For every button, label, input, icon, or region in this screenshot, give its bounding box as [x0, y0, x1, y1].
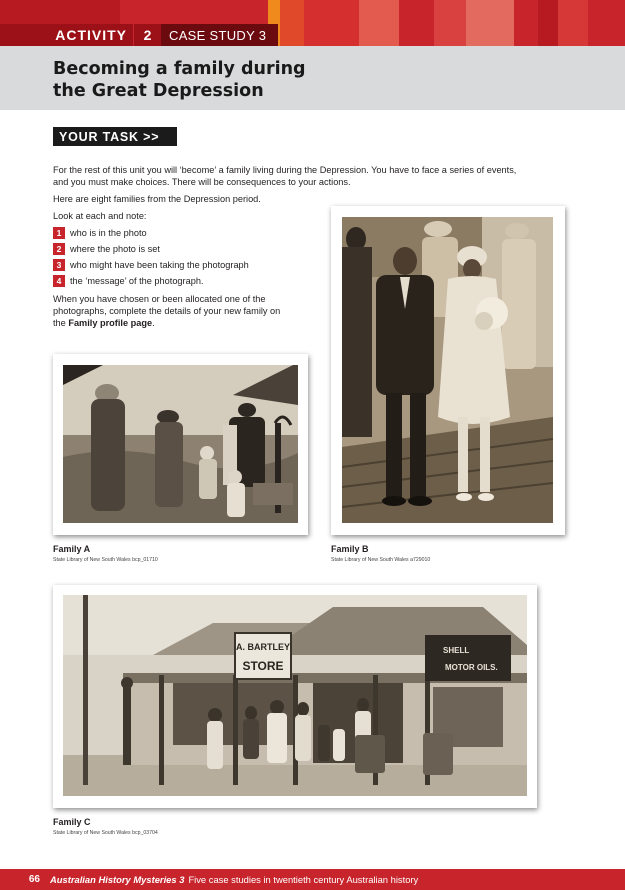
series-subtitle: Five case studies in twentieth century Australian history [188, 874, 419, 885]
caption-family-b-title: Family B [331, 544, 369, 554]
motor-oils-sign: MOTOR OILS. [445, 663, 498, 672]
step-text: who might have been taking the photograph [70, 260, 249, 270]
page-footer [0, 869, 625, 890]
families-intro: Here are eight families from the Depression period. [53, 194, 261, 204]
photo-family-a [63, 365, 298, 523]
photo-family-c-frame [53, 585, 537, 808]
step-text: who is in the photo [70, 228, 147, 238]
photo-family-b-frame [331, 206, 565, 535]
step-number: 2 [53, 243, 65, 255]
series-title: Australian History Mysteries 3 [50, 874, 185, 885]
shell-sign: SHELL [443, 646, 470, 655]
page-number: 66 [28, 874, 40, 885]
photo-family-b [342, 217, 553, 523]
step-number: 1 [53, 227, 65, 239]
activity-label: ACTIVITY [0, 24, 133, 46]
instruction-paragraph [53, 293, 293, 329]
task-steps [53, 225, 249, 289]
photo-family-a-frame [53, 354, 308, 535]
step-text: the ‘message’ of the photograph. [70, 276, 204, 286]
title-band [0, 46, 625, 110]
instruction-end: . [152, 318, 155, 328]
caption-family-c-title: Family C [53, 817, 91, 827]
caption-family-a-title: Family A [53, 544, 91, 554]
store-sign-store: STORE [242, 659, 284, 673]
store-sign-name: A. BARTLEY [236, 642, 290, 652]
instruction-text: When you have chosen or been allocated one of the photographs, complete the details of your new family on the [53, 294, 281, 328]
your-task-label: YOUR TASK >> [53, 127, 177, 146]
caption-family-a-source: State Library of New South Wales bcp_01710 [53, 557, 158, 563]
step-number: 4 [53, 275, 65, 287]
case-study-label: CASE STUDY 3 [161, 24, 278, 46]
activity-tabs [0, 24, 278, 46]
task-step [53, 257, 249, 273]
step-text: where the photo is set [70, 244, 160, 254]
photo-family-c [63, 595, 527, 796]
step-number: 3 [53, 259, 65, 271]
task-step [53, 225, 249, 241]
page-title-line2: the Great Depression [53, 81, 264, 101]
page-title-line1: Becoming a family during [53, 59, 306, 79]
family-profile-link-text: Family profile page [68, 318, 153, 328]
page-title [53, 58, 433, 102]
intro-paragraph: For the rest of this unit you will ‘become’ a family living during the Depression. You have to face a series of events, and you must make choices. There will be consequences to your actions. [53, 165, 517, 187]
task-step [53, 273, 249, 289]
caption-family-c-source: State Library of New South Wales bcp_03704 [53, 830, 158, 836]
activity-number: 2 [133, 24, 161, 46]
look-prompt: Look at each and note: [53, 211, 147, 221]
top-banner [0, 0, 625, 46]
caption-family-b-source: State Library of New South Wales a729010 [331, 557, 431, 563]
task-step [53, 241, 249, 257]
